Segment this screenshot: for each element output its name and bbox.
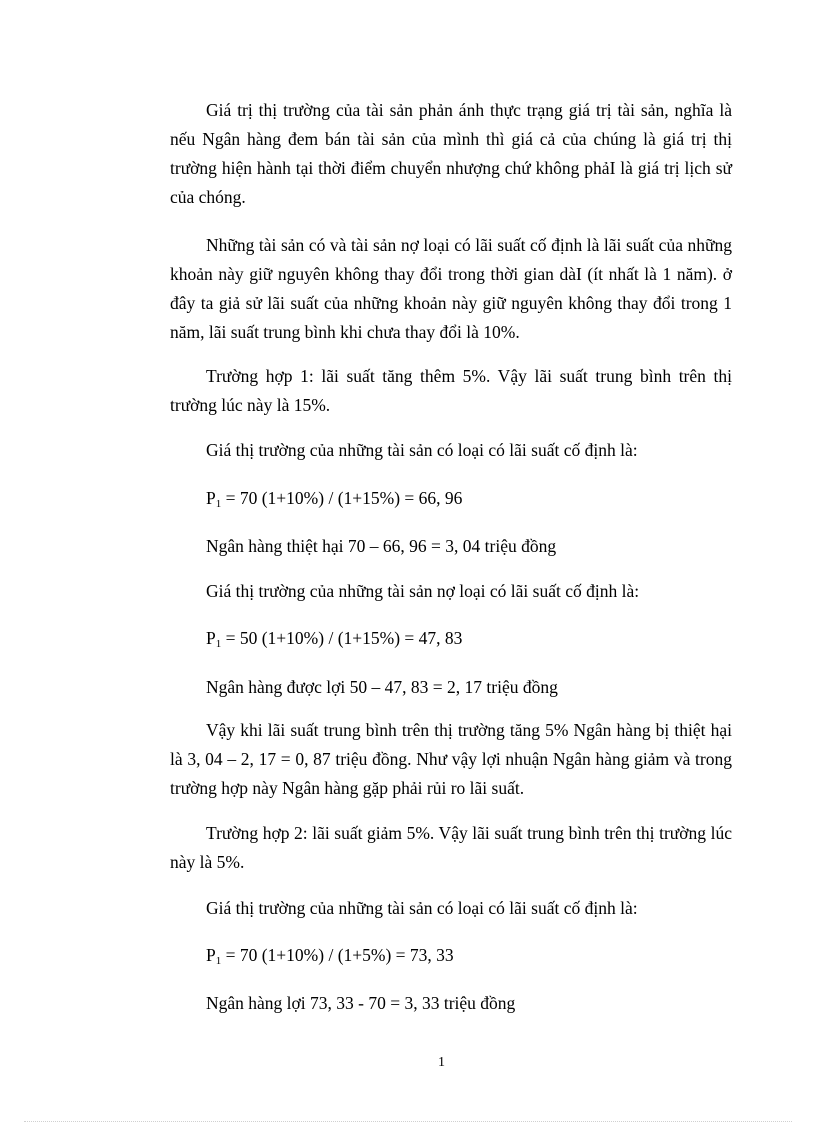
- paragraph-case-1-conclusion: Vậy khi lãi suất trung bình trên thị trường tăng 5% Ngân hàng bị thiệt hại là 3, 04 – 2, 17 = 0, 87 triệu đồng. Như vậy lợi nhuận Ngân hàng giảm và trong trường hợp này Ngân hàng gặp phải rủi ro lãi suất.: [170, 720, 732, 798]
- paragraph-fixed-rate-assets: Những tài sản có và tài sản nợ loại có lãi suất cố định là lãi suất của những khoản này giữ nguyên không thay đổi trong thời gian dàI (ít nhất là 1 năm). ở đây ta giả sử lãi suất của những khoản này giữ nguyên không thay đổi trong 1 năm, lãi suất trung bình khi chưa thay đổi là 10%.: [170, 235, 732, 342]
- page-bottom-divider: [24, 1121, 792, 1122]
- formula-expression: = 70 (1+10%) / (1+15%) = 66, 96: [221, 488, 463, 508]
- formula-symbol: P: [206, 628, 216, 648]
- line-bank-loss: Ngân hàng thiệt hại 70 – 66, 96 = 3, 04 triệu đồng: [206, 536, 557, 556]
- paragraph-case-1: Trường hợp 1: lãi suất tăng thêm 5%. Vậy lãi suất trung bình trên thị trường lúc này là 15%.: [170, 366, 732, 415]
- formula-p1-liabilities-case-1: [206, 624, 462, 659]
- line-bank-gain: Ngân hàng được lợi 50 – 47, 83 = 2, 17 triệu đồng: [206, 677, 558, 697]
- formula-symbol: P: [206, 488, 216, 508]
- line-liability-market-value: Giá thị trường của những tài sản nợ loại có lãi suất cố định là:: [206, 581, 640, 601]
- paragraph-market-value: Giá trị thị trường của tài sản phản ánh thực trạng giá trị tài sản, nghĩa là nếu Ngân hàng đem bán tài sản của mình thì giá cả của chúng là giá trị thị trường hiện hành tại thời điểm chuyển nhượng chứ không phảI là giá trị lịch sử của chóng.: [170, 100, 732, 207]
- paragraph-case-2: Trường hợp 2: lãi suất giảm 5%. Vậy lãi suất trung bình trên thị trường lúc này là 5%.: [170, 823, 732, 872]
- formula-symbol: P: [206, 945, 216, 965]
- line-asset-market-value-2: Giá thị trường của những tài sản có loại có lãi suất cố định là:: [206, 898, 638, 918]
- formula-subscript: 1: [215, 955, 222, 967]
- formula-expression: = 50 (1+10%) / (1+15%) = 47, 83: [221, 628, 463, 648]
- page-number: 1: [438, 1055, 445, 1070]
- line-bank-profit: Ngân hàng lợi 73, 33 - 70 = 3, 33 triệu đồng: [206, 993, 516, 1013]
- formula-subscript: 1: [215, 638, 222, 650]
- line-asset-market-value-1: Giá thị trường của những tài sản có loại có lãi suất cố định là:: [206, 440, 638, 460]
- formula-expression: = 70 (1+10%) / (1+5%) = 73, 33: [221, 945, 454, 965]
- formula-subscript: 1: [215, 498, 222, 510]
- formula-p1-assets-case-1: [206, 484, 462, 519]
- formula-p1-assets-case-2: [206, 941, 454, 976]
